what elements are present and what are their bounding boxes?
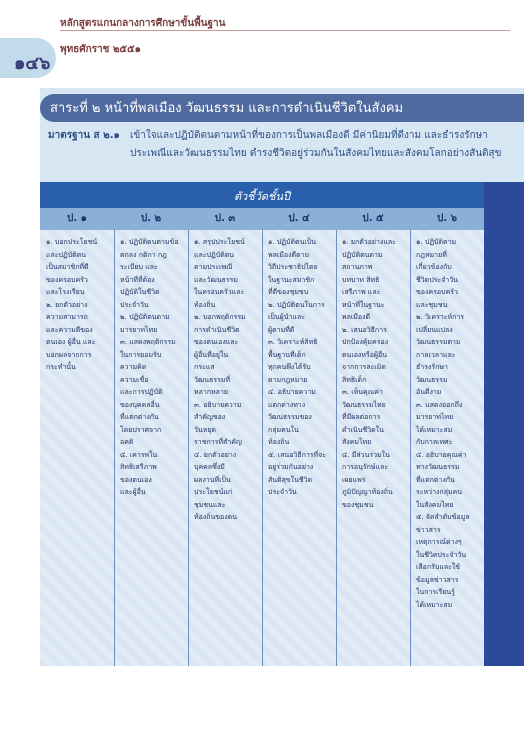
indicators-title: ตัวชี้วัดชั้นปี: [233, 190, 291, 203]
grade-column-3: [194, 236, 260, 524]
indicator-item: ๓. แสดงพฤติกรรม ในการยอมรับ ความคิด ความเชื่อ และการปฏิบัติ ของบุคคลอื่น ที่แตกต่างกัน โดยปราศจาก อคติ: [120, 338, 176, 446]
column-divider: [336, 230, 337, 666]
grade-header-6: ป. ๖: [410, 208, 484, 230]
indicator-item: ๑. ปฏิบัติตนเป็น พลเมืองดีตาม วิถีประชาธิปไตย ในฐานะสมาชิก ที่ดีของชุมชน: [268, 238, 318, 296]
indicator-item: ๔. อธิบายความ แตกต่างทาง วัฒนธรรมของ กลุ่มคนใน ท้องถิ่น: [268, 388, 316, 446]
document-subtitle: พุทธศักราช ๒๕๕๑: [60, 44, 142, 55]
indicator-item: ๑. ปฏิบัติตนตามข้อ ตกลง กติกา กฎ ระเบียบ และ หน้าที่ที่ต้อง ปฏิบัติในชีวิต ประจำวัน: [120, 238, 179, 309]
standard-label: มาตรฐาน ส ๒.๑: [48, 130, 120, 141]
header-rule: [60, 30, 510, 31]
indicator-item: ๓. อธิบายความ สำคัญของ วันหยุด ราชการที่สำคัญ: [194, 400, 242, 446]
page-number: ๑๔๖: [14, 53, 51, 74]
column-divider: [410, 230, 411, 666]
standard-text-line-2: ประเพณีและวัฒนธรรมไทย ดำรงชีวิตอยู่ร่วมกันในสังคมไทยและสังคมโลกอย่างสันติสุข: [130, 148, 502, 159]
indicator-item: ๓. เห็นคุณค่า วัฒนธรรมไทย ที่มีผลต่อการ ดำเนินชีวิตใน สังคมไทย: [342, 388, 386, 446]
indicator-item: ๓. แสดงออกถึง มารยาทไทย ได้เหมาะสม กับกาลเทศะ: [416, 400, 463, 446]
grade-header-4: ป. ๔: [262, 208, 336, 230]
indicator-item: ๒. ยกตัวอย่าง ความสามารถ และความดีของ ตนเอง ผู้อื่น และ บอกผลจากการ กระทำนั้น: [46, 300, 96, 371]
indicator-item: ๕. เสนอวิธีการที่จะ อยู่ร่วมกันอย่าง สันติสุขในชีวิต ประจำวัน: [268, 450, 327, 496]
strand-title: สาระที่ ๒ หน้าที่พลเมือง วัฒนธรรม และการดำเนินชีวิตในสังคม: [50, 101, 404, 116]
standard-text-line-1: เข้าใจและปฏิบัติตนตามหน้าที่ของการเป็นพลเมืองดี มีค่านิยมที่ดีงาม และธำรงรักษา: [130, 130, 488, 141]
indicator-item: ๒. วิเคราะห์การ เปลี่ยนแปลง วัฒนธรรมตาม กาลเวลาและ ธำรงรักษา วัฒนธรรม อันดีงาม: [416, 313, 465, 396]
document-title: หลักสูตรแกนกลางการศึกษาขั้นพื้นฐาน: [60, 18, 226, 29]
indicator-item: ๔. มีส่วนร่วมใน การอนุรักษ์และ เผยแพร่ ภูมิปัญญาท้องถิ่น ของชุมชน: [342, 450, 393, 509]
indicator-item: ๓. วิเคราะห์สิทธิ พื้นฐานที่เด็ก ทุกคนพึงได้รับ ตามกฎหมาย: [268, 338, 318, 384]
indicator-item: ๒. ปฏิบัติตนตาม มารยาทไทย: [120, 313, 170, 334]
column-divider: [262, 230, 263, 666]
indicator-item: ๑. สรุปประโยชน์ และปฏิบัติตน ตามประเพณี และวัฒนธรรม ในครอบครัวและ ท้องถิ่น: [194, 238, 245, 309]
grade-header-5: ป. ๕: [336, 208, 410, 230]
column-divider: [114, 230, 115, 666]
indicator-item: ๔. เคารพใน สิทธิเสรีภาพ ของตนเอง และผู้อื่น: [120, 450, 158, 496]
grade-column-1: [46, 236, 112, 374]
indicator-item: ๕. จัดลำดับข้อมูล ข่าวสาร เหตุการณ์ต่างๆ ในชีวิตประจำวัน เลือกรับและใช้ ข้อมูลข่าวสาร ในการเรียนรู้ ได้เหมาะสม: [416, 513, 470, 609]
indicator-item: ๑. ยกตัวอย่างและ ปฏิบัติตนตาม สถานภาพ บทบาท สิทธิ เสรีภาพ และ หน้าที่ในฐานะ พลเมืองดี: [342, 238, 396, 321]
grade-column-6: [416, 236, 482, 611]
indicator-item: ๒. เสนอวิธีการ ปกป้องคุ้มครอง ตนเองหรือผู้อื่น จากการละเมิด สิทธิเด็ก: [342, 325, 389, 384]
indicator-item: ๒. ปฏิบัติตนในการ เป็นผู้นำและ ผู้ตามที่ดี: [268, 300, 325, 334]
column-divider: [188, 230, 189, 666]
indicator-item: ๒. บอกพฤติกรรม การดำเนินชีวิต ของตนเองและ ผู้อื่นที่อยู่ใน กระแส วัฒนธรรมที่ หลากหลาย: [194, 313, 246, 396]
grade-header-1: ป. ๑: [40, 208, 114, 230]
decorative-side-band: [484, 182, 524, 666]
indicator-item: ๑. ปฏิบัติตาม กฎหมายที่ เกี่ยวข้องกับ ชีวิตประจำวัน ของครอบครัว และชุมชน: [416, 238, 458, 309]
grade-header-2: ป. ๒: [114, 208, 188, 230]
indicator-item: ๔. ยกตัวอย่าง บุคคลซึ่งมี ผลงานที่เป็น ประโยชน์แก่ ชุมชนและ ท้องถิ่นของตน: [194, 450, 237, 521]
indicator-item: ๑. บอกประโยชน์ และปฏิบัติตน เป็นสมาชิกที่ดี ของครอบครัว และโรงเรียน: [46, 238, 98, 296]
indicator-item: ๔. อธิบายคุณค่า ทางวัฒนธรรม ที่แตกต่างกัน ระหว่างกลุ่มคน ในสังคมไทย: [416, 450, 467, 509]
grade-column-2: [120, 236, 186, 499]
grade-column-4: [268, 236, 334, 499]
grade-header-3: ป. ๓: [188, 208, 262, 230]
grade-column-5: [342, 236, 408, 511]
